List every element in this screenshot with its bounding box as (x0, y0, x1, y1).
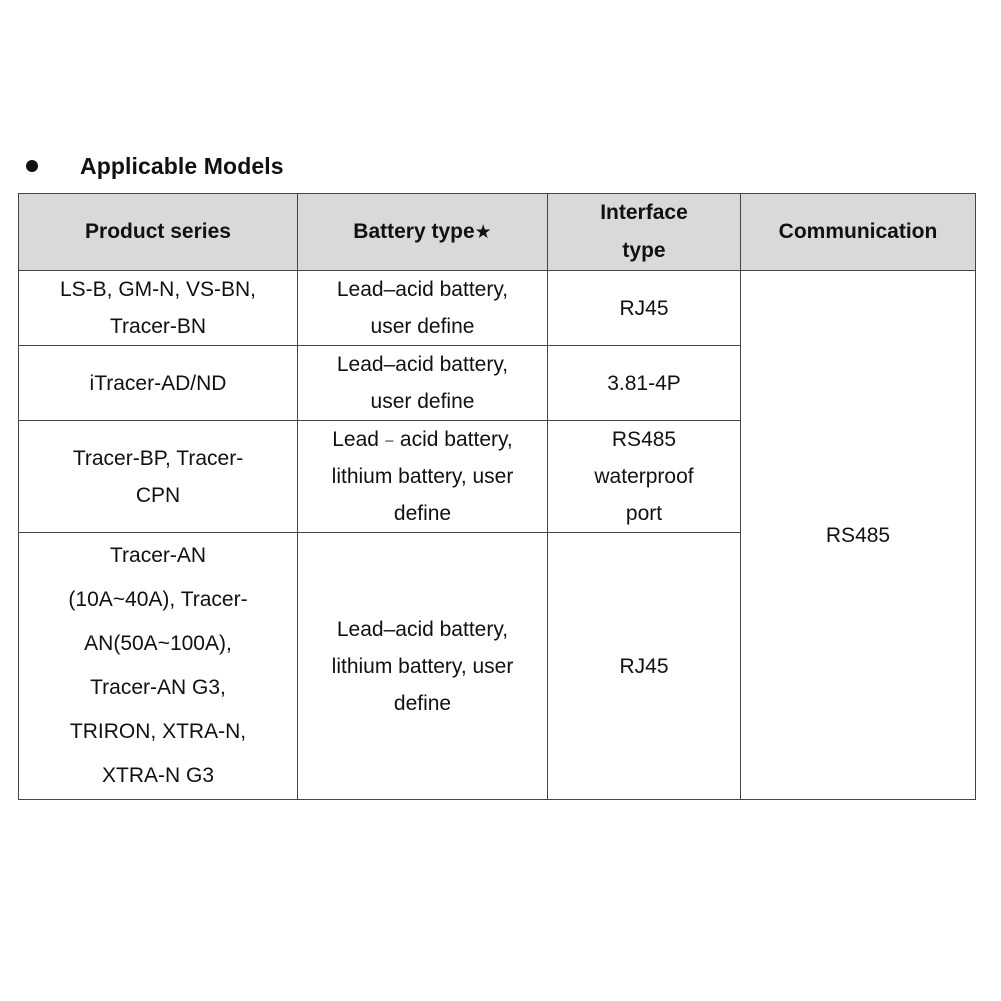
cell-product-series: Tracer-AN (10A~40A), Tracer- AN(50A~100A), Tracer-AN G3, TRIRON, XTRA-N, XTRA-N G3 (19, 533, 298, 800)
table-row (19, 271, 976, 346)
cell-interface-type: 3.81-4P (548, 346, 741, 421)
cell-product-series: iTracer-AD/ND (19, 346, 298, 421)
header-battery-type: Battery type★ (298, 194, 548, 271)
cell-product-series: LS-B, GM-N, VS-BN, Tracer-BN (19, 271, 298, 346)
header-communication: Communication (741, 194, 976, 271)
cell-battery-type: Lead–acid battery, user define (298, 271, 548, 346)
star-icon: ★ (474, 221, 492, 243)
bullet-icon (26, 160, 38, 172)
applicable-models-table (18, 193, 976, 800)
cell-interface-type: RJ45 (548, 533, 741, 800)
cell-communication: RS485 (741, 271, 976, 800)
table-header-row (19, 194, 976, 271)
cell-battery-type: Lead﹣acid battery, lithium battery, user define (298, 421, 548, 533)
header-interface-type: Interface type (548, 194, 741, 271)
cell-battery-type: Lead–acid battery, lithium battery, user define (298, 533, 548, 800)
header-product-series: Product series (19, 194, 298, 271)
cell-interface-type: RS485 waterproof port (548, 421, 741, 533)
cell-battery-type: Lead–acid battery, user define (298, 346, 548, 421)
section-heading (26, 150, 284, 182)
section-title: Applicable Models (80, 152, 284, 179)
cell-interface-type: RJ45 (548, 271, 741, 346)
cell-product-series: Tracer-BP, Tracer- CPN (19, 421, 298, 533)
